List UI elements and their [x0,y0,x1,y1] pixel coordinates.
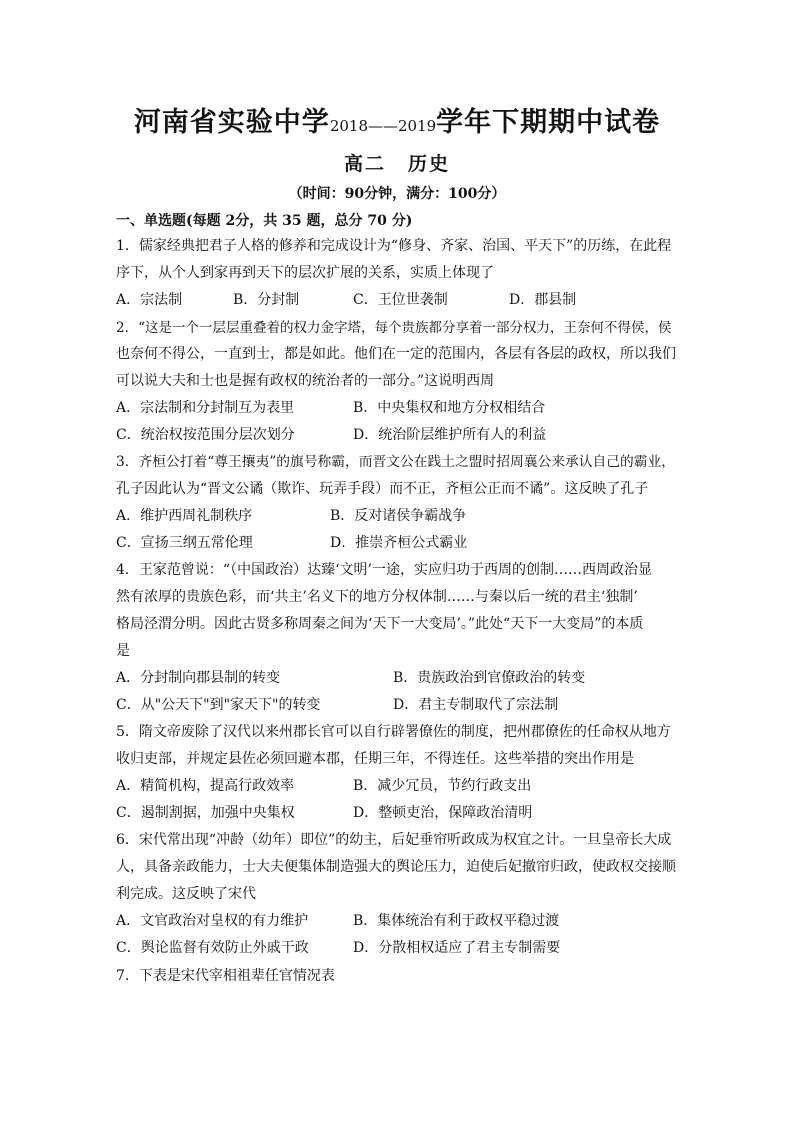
question-4-option-c: C．从"公天下"到"家天下"的转变 [116,697,321,713]
question-6-option-a: A．文官政治对皇权的有力维护 [116,913,309,929]
time-info: （时间：90分钟，满分：100分） [288,186,506,202]
question-4-line-4: 是 [116,643,130,659]
exam-title-year: 2018——2019 [329,117,437,135]
section-heading: 一、单选题(每题 2分，共 35 题，总分 70 分) [116,213,413,229]
question-5-option-c: C．遏制割据，加强中央集权 [116,805,295,821]
question-6-option-b: B．集体统治有利于政权平稳过渡 [353,913,560,929]
question-5-line-1: 5．隋文帝废除了汉代以来州郡长官可以自行辟署僚佐的制度，把州郡僚佐的任命权从地方 [116,724,671,740]
question-2-line-1: 2．“这是一个一层层重叠着的权力金字塔，每个贵族都分享着一部分权力，王奈何不得侯，侯 [116,320,672,336]
question-4-line-2: 然有浓厚的贵族色彩，而‘共主’名义下的地方分权体制……与秦以后一统的君主‘独制’ [116,589,638,605]
question-4-line-3: 格局泾渭分明。因此古贤多称周秦之间为‘天下一大变局’。”此处“天下一大变局”的本质 [116,616,644,632]
question-1-line-1: 1．儒家经典把君子人格的修养和完成设计为“修身、齐家、治国、平天下”的历练，在此程 [116,238,672,254]
exam-title [0,100,794,139]
question-3-option-c: C．宣扬三纲五常伦理 [116,535,253,551]
question-2-line-3: 可以说大夫和士也是握有政权的统治者的一部分。”这说明西周 [116,373,495,389]
question-3-option-d: D．推崇齐桓公式霸业 [330,535,468,551]
question-6-line-1: 6．宋代常出现“冲龄（幼年）即位”的幼主，后妃垂帘听政成为权宜之计。一旦皇帝长大成 [116,832,672,848]
question-1-line-2: 序下，从个人到家再到天下的层次扩展的关系，实质上体现了 [116,265,494,281]
question-6-line-3: 利完成。这反映了宋代 [116,886,256,902]
question-7-line-1: 7．下表是宋代宰相祖辈任官情况表 [116,968,335,984]
question-5-option-a: A．精简机构，提高行政效率 [116,778,295,794]
subject-label: 历史 [408,153,451,175]
question-2-line-2: 也奈何不得公，一直到士，都是如此。他们在一定的范围内，各层有各层的政权，所以我们 [116,346,676,362]
question-2-option-a: A．宗法制和分封制互为表里 [116,400,295,416]
question-1-option-d: D．郡县制 [509,292,577,308]
grade-label: 高二 [343,153,386,175]
question-1-option-b: B．分封制 [233,292,300,308]
question-6-option-d: D．分散相权适应了君主专制需要 [353,940,561,956]
question-6-line-2: 人，具备亲政能力，士大夫便集体制造强大的舆论压力，迫使后妃撤帘归政，使政权交接顺 [116,859,676,875]
question-3-option-b: B．反对诸侯争霸战争 [330,508,467,524]
question-5-line-2: 收归吏部，并规定县佐必须回避本郡，任期三年，不得连任。这些举措的突出作用是 [116,751,634,767]
question-2-option-d: D．统治阶层维护所有人的利益 [353,427,547,443]
question-3-line-2: 孔子因此认为“晋文公谲（欺诈、玩弄手段）而不正，齐桓公正而不谲”。这反映了孔子 [116,481,649,497]
question-5-option-b: B．减少冗员，节约行政支出 [353,778,532,794]
question-2-option-b: B．中央集权和地方分权相结合 [353,400,546,416]
question-3-line-1: 3．齐桓公打着“尊王攘夷”的旗号称霸，而晋文公在践土之盟时招周襄公来承认自己的霸业， [116,454,676,470]
question-3-option-a: A．维护西周礼制秩序 [116,508,253,524]
exam-title-term: 学年下期期中试卷 [436,107,661,138]
question-4-line-1: 4．王家范曾说：“（中国政治）达臻‘文明’一途，实应归功于西周的创制……西周政治显 [116,562,652,578]
question-2-option-c: C．统治权按范围分层次划分 [116,427,295,443]
question-4-option-d: D．君主专制取代了宗法制 [393,697,559,713]
question-4-option-a: A．分封制向郡县制的转变 [116,670,281,686]
exam-title-school: 河南省实验中学 [133,107,330,138]
question-4-option-b: B．贵族政治到官僚政治的转变 [393,670,586,686]
question-5-option-d: D．整顿吏治，保障政治清明 [353,805,533,821]
exam-subtitle [0,149,794,176]
question-6-option-c: C．舆论监督有效防止外戚干政 [116,940,309,956]
question-1-option-c: C．王位世袭制 [353,292,448,308]
question-1-option-a: A．宗法制 [116,292,183,308]
